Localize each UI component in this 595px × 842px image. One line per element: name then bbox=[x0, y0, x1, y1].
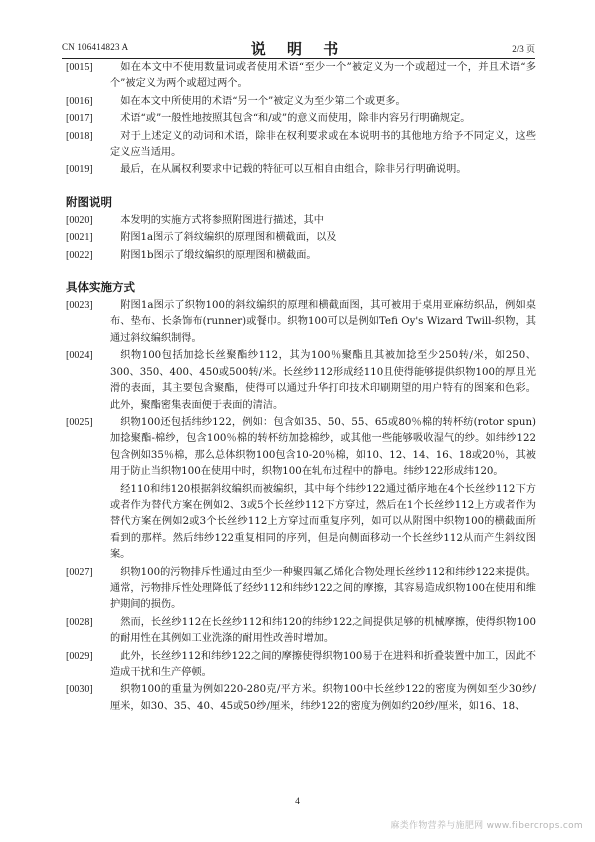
paragraph-text: 附图1b图示了缎纹编织的原理图和横截面。 bbox=[120, 249, 317, 261]
publication-number: CN 106414823 A bbox=[62, 42, 129, 52]
paragraph-text: 织物100的重量为例如220-280克/平方米。织物100中长丝纱122的密度为例如至少30纱/厘米，如30、35、40、45或50纱/厘米，纬纱122的密度为例如约20纱/厘米，如16、18、 bbox=[110, 684, 536, 712]
paragraph-number: [0020] bbox=[66, 214, 93, 226]
paragraph bbox=[66, 94, 536, 110]
page-header bbox=[62, 36, 535, 58]
paragraph bbox=[66, 60, 536, 93]
paragraph bbox=[66, 162, 536, 178]
paragraph bbox=[66, 348, 536, 414]
paragraph-number: [0015] bbox=[66, 62, 93, 73]
paragraph-number: [0018] bbox=[66, 130, 93, 142]
paragraph-group-definitions bbox=[66, 60, 536, 179]
paragraph bbox=[66, 682, 536, 715]
paragraph-number: [0030] bbox=[66, 684, 93, 696]
paragraph-text: 织物100包括加捻长丝聚酯纱112，其为100％聚酯且其被加捻至少250转/米，如250、300、350、400、450或500转/米。长丝纱112形成经110且使得能够提供织物100的厚且光滑的表面，其主要包含聚酯，使得可以通过升华打印技术印刷期望的用户特有的图案和色彩。此外，聚酯密集表面便于表面的清洁。 bbox=[110, 350, 536, 411]
paragraph bbox=[66, 213, 536, 229]
paragraph-number: [0023] bbox=[66, 300, 93, 312]
paragraph-text: 织物100还包括纬纱122，例如：包含如35、50、55、65或80％棉的转杯纺(rotor spun)加捻聚酯-棉纱，包含100％棉的转杯纺加捻棉纱，或其他一些能够吸收湿气的纱。如纬纱122包含例如35％棉，那么总体织物100包含10-20％棉，如10、12、14、16、18或20％，其被用于防止当织物100在使用中时，织物100在轧布过程中的静电。纬纱122形成纬120。 bbox=[110, 416, 536, 478]
document-title: 说 明 书 bbox=[250, 40, 347, 58]
paragraph-number: [0017] bbox=[66, 113, 93, 125]
header-rule bbox=[62, 58, 535, 59]
paragraph bbox=[66, 482, 536, 564]
paragraph-text: 如在本文中不使用数量词或者使用术语“至少一个”被定义为一个或超过一个，并且术语“多个”被定义为两个或超过两个。 bbox=[110, 62, 536, 90]
paragraph-number: [0028] bbox=[66, 616, 93, 628]
paragraph bbox=[66, 415, 536, 481]
paragraph-text: 术语“或”一般性地按照其包含“和/或”的意义而使用，除非内容另行明确规定。 bbox=[120, 113, 471, 125]
paragraph bbox=[66, 649, 536, 682]
paragraph bbox=[66, 248, 536, 264]
paragraph bbox=[66, 615, 536, 648]
paragraph-number: [0025] bbox=[66, 416, 93, 428]
paragraph bbox=[66, 230, 536, 246]
paragraph-number: [0024] bbox=[66, 350, 93, 362]
page-info: 2/3 页 bbox=[512, 44, 535, 54]
paragraph bbox=[66, 111, 536, 127]
paragraph-text: 此外，长丝纱112和纬纱122之间的摩擦使得织物100易于在进料和折叠装置中加工，因此不造成干扰和生产停顿。 bbox=[110, 650, 536, 678]
paragraph-number bbox=[66, 482, 110, 564]
paragraph-text: 最后，在从属权利要求中记载的特征可以互相自由组合，除非另行明确说明。 bbox=[120, 164, 467, 176]
paragraph-group-figures bbox=[66, 213, 536, 264]
paragraph-number: [0027] bbox=[66, 566, 93, 578]
paragraph-text: 织物100的污物排斥性通过由至少一种聚四氟乙烯化合物处理长丝纱112和纬纱122来提供。通常，污物排斥性处理降低了经纱112和纬纱122之间的摩擦，其容易造成织物100在使用和维护期间的损伤。 bbox=[110, 566, 536, 611]
paragraph-text: 然而，长丝纱112在长丝纱112和纬120的纬纱122之间提供足够的机械摩擦，使得织物100的耐用性在其例如工业洗涤的耐用性改善时增加。 bbox=[110, 616, 536, 645]
watermark: 麻类作物营养与施肥网 www.fibercrops.com bbox=[390, 821, 583, 831]
paragraph-number: [0016] bbox=[66, 95, 93, 107]
paragraph-text: 如在本文中所使用的术语“另一个”被定义为至少第二个或更多。 bbox=[120, 95, 406, 107]
paragraph-number: [0021] bbox=[66, 232, 93, 244]
paragraph bbox=[66, 298, 536, 347]
paragraph-text: 经110和纬120根据斜纹编织而被编织，其中每个纬纱122通过循序地在4个长丝纱112下方或者作为替代方案在例如2、3或5个长丝纱112下方穿过，然后在1个长丝纱112上方或者作为替代方案在例如2或3个长丝纱112上方穿过而重复序列，如可以从附图中织物100的横截面所看到的那样。然后纬纱122重复相同的序列，但是向侧面移动一个长丝纱112从而产生斜纹图案。 bbox=[110, 483, 536, 561]
paragraph-text: 附图1a图示了斜纹编织的原理图和横截面，以及 bbox=[120, 232, 337, 244]
paragraph-number: [0019] bbox=[66, 164, 93, 176]
document-body bbox=[66, 60, 536, 715]
paragraph-number: [0029] bbox=[66, 650, 93, 662]
paragraph bbox=[66, 129, 536, 162]
paragraph-text: 附图1a图示了织物100的斜纹编织的原理和横截面图，其可被用于桌用亚麻纺织品，例如桌布、垫布、长条饰布(runner)或餐巾。织物100可以是例如Tefi Oy's Wizard Twill-织物，其通过斜纹编织制得。 bbox=[110, 300, 536, 344]
paragraph bbox=[66, 565, 536, 614]
paragraph-text: 本发明的实施方式将参照附图进行描述，其中 bbox=[120, 214, 324, 226]
section-heading-figures: 附图说明 bbox=[66, 194, 112, 209]
section-heading-embodiments: 具体实施方式 bbox=[66, 280, 135, 295]
page-number: 4 bbox=[295, 797, 300, 807]
paragraph-group-embodiments bbox=[66, 298, 536, 715]
paragraph-number: [0022] bbox=[66, 249, 93, 261]
paragraph-text: 对于上述定义的动词和术语，除非在权利要求或在本说明书的其他地方给予不同定义，这些定义应当适用。 bbox=[110, 130, 536, 159]
